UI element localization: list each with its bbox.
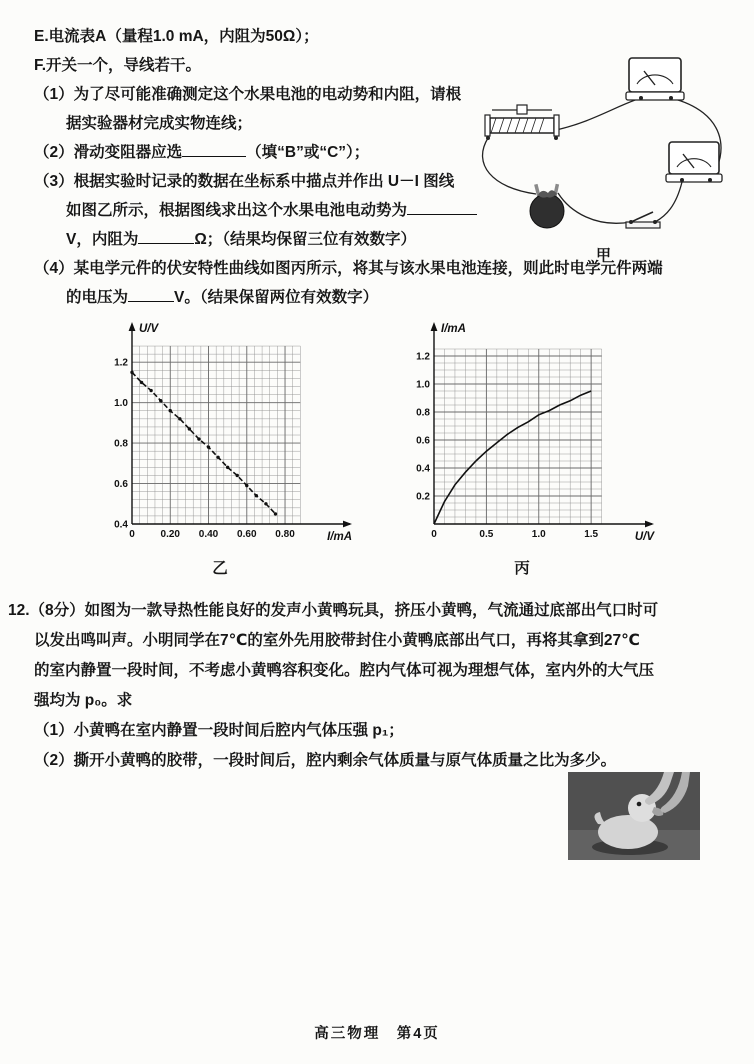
svg-text:0.5: 0.5: [479, 529, 494, 540]
chart-yi-plot: [92, 320, 354, 560]
q11-part3-line3-text2: Ω；（结果均保留三位有效数字）: [194, 231, 417, 248]
answer-blank-rheostat: [182, 142, 246, 157]
svg-text:0.20: 0.20: [160, 529, 180, 540]
svg-text:0.8: 0.8: [416, 407, 430, 419]
q12-line1: 12.（8分）如图为一款导热性能良好的发声小黄鸭玩具，挤压小黄鸭，气流通过底部出气口时可: [8, 602, 659, 619]
q11-part4-line2: [34, 283, 736, 312]
chart-yi: [92, 320, 354, 580]
q12-line4: 强均为 p₀。求: [34, 692, 133, 709]
svg-text:1.0: 1.0: [114, 398, 128, 410]
q11-part3-line3: [34, 225, 736, 254]
svg-text:0.4: 0.4: [114, 519, 128, 531]
svg-text:0.80: 0.80: [275, 529, 295, 540]
svg-text:1.5: 1.5: [584, 529, 599, 540]
q11-part1-line1: （1）为了尽可能准确测定这个水果电池的电动势和内阻，请根: [34, 86, 462, 103]
svg-text:0.8: 0.8: [114, 438, 128, 450]
svg-text:0: 0: [129, 529, 135, 540]
svg-text:1.0: 1.0: [416, 379, 430, 391]
svg-text:1.2: 1.2: [416, 351, 430, 363]
svg-text:0.60: 0.60: [237, 529, 257, 540]
svg-text:1.2: 1.2: [114, 357, 128, 369]
q11-part3-line1: （3）根据实验时记录的数据在坐标系中描点并作出 U－I 图线: [34, 173, 455, 190]
q11-part1-line2: 据实验器材完成实物连线；: [66, 115, 253, 132]
q12-sub1: （1）小黄鸭在室内静置一段时间后腔内气体压强 p₁；: [34, 722, 404, 739]
q11-part3-line2-text: 如图乙所示，根据图线求出这个水果电池电动势为: [66, 202, 408, 219]
footer-page-label: 高三物理 第4页: [314, 1026, 440, 1042]
answer-blank-emf: [407, 200, 477, 215]
svg-text:U/V: U/V: [139, 323, 159, 335]
q11-part4-line2-text1: 的电压为: [66, 289, 129, 306]
equipment-item-e: E.电流表A（量程1.0 mA，内阻为50Ω）；: [34, 28, 319, 45]
svg-text:0.40: 0.40: [198, 529, 219, 540]
question-12: [8, 596, 736, 776]
answer-blank-voltage: [128, 287, 174, 302]
q11-part2-text: （2）滑动变阻器应选: [34, 144, 183, 161]
svg-text:0.6: 0.6: [416, 435, 430, 447]
svg-text:0.2: 0.2: [416, 491, 430, 503]
q11-part3-line3-text1: V，内阻为: [66, 231, 139, 248]
chart-bing-caption: 丙: [514, 560, 530, 577]
svg-text:I/mA: I/mA: [327, 531, 352, 543]
svg-text:1.0: 1.0: [531, 529, 546, 540]
equipment-item-f: F.开关一个，导线若干。: [34, 57, 202, 74]
q11-part2: [34, 138, 736, 167]
q11-part2-hint: （填“B”或“C”）；: [246, 144, 370, 161]
svg-text:U/V: U/V: [634, 531, 654, 543]
chart-bing-plot: [394, 320, 656, 560]
duck-photo-image: [568, 772, 700, 860]
duck-eye: [637, 802, 642, 807]
q12-line3: 的室内静置一段时间，不考虑小黄鸭容积变化。腔内气体可视为理想气体，室内外的大气压: [34, 662, 655, 679]
q12-sub2: （2）撕开小黄鸭的胶带，一段时间后，腔内剩余气体质量与原气体质量之比为多少。: [34, 752, 617, 769]
answer-blank-resistance: [138, 229, 194, 244]
duck-photo: [568, 772, 700, 860]
chart-bing: [394, 320, 656, 580]
svg-text:0.6: 0.6: [114, 479, 128, 491]
q11-part3-line2: [34, 196, 736, 225]
svg-text:I/mA: I/mA: [441, 323, 466, 335]
q11-part4-line2-text2: V。（结果保留两位有效数字）: [174, 289, 379, 306]
svg-text:0: 0: [431, 529, 437, 540]
chart-yi-caption: 乙: [212, 560, 228, 577]
svg-text:0.4: 0.4: [416, 463, 430, 475]
q12-line2: 以发出鸣叫声。小明同学在7℃的室外先用胶带封住小黄鸭底部出气口，再将其拿到27℃: [34, 632, 640, 649]
charts-row: [92, 320, 736, 580]
figure-jia-label: 甲: [596, 247, 612, 264]
q11-part4-line1: （4）某电学元件的伏安特性曲线如图丙所示，将其与该水果电池连接，则此时电学元件两端: [34, 260, 663, 277]
